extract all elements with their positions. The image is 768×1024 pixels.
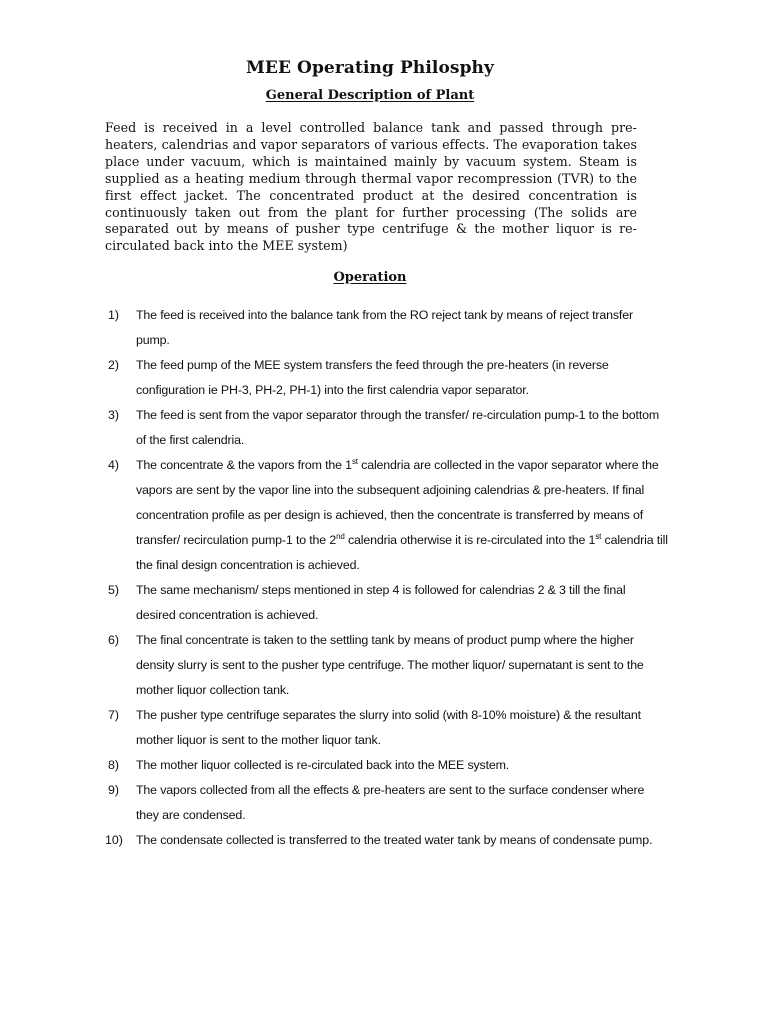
operation-steps-list xyxy=(105,303,668,853)
step-text: The same mechanism/ steps mentioned in step 4 is followed for calendrias 2 & 3 till the final desired concentration is achieved. xyxy=(136,583,626,622)
document-subtitle: General Description of Plant xyxy=(265,88,475,103)
ordinal-superscript: st xyxy=(351,456,358,466)
step-text-part: The concentrate & the vapors from the 1 xyxy=(136,458,352,472)
ordinal-superscript: st xyxy=(595,531,602,541)
list-item xyxy=(108,303,668,353)
list-item xyxy=(108,778,668,828)
step-number: 5) xyxy=(108,583,120,597)
list-item xyxy=(108,353,668,403)
step-text: The feed is received into the balance tank from the RO reject tank by means of reject transfer pump. xyxy=(136,308,633,347)
step-number: 2) xyxy=(108,358,120,372)
step-number: 3) xyxy=(108,408,120,422)
list-item xyxy=(108,703,668,753)
step-text-part: calendria till the final design concentration is achieved. xyxy=(136,533,668,572)
list-item xyxy=(108,753,668,778)
step-number: 1) xyxy=(108,308,120,322)
step-text xyxy=(136,453,668,578)
step-number: 4) xyxy=(108,458,120,472)
list-item xyxy=(108,403,668,453)
list-item xyxy=(105,828,668,853)
step-text: The feed is sent from the vapor separator through the transfer/ re-circulation pump-1 to the bottom of the first calendria. xyxy=(136,408,660,447)
step-text: The condensate collected is transferred to the treated water tank by means of condensate pump. xyxy=(136,833,653,847)
step-number: 8) xyxy=(108,758,120,772)
step-number: 6) xyxy=(108,633,120,647)
step-text: The vapors collected from all the effects & pre-heaters are sent to the surface condenser where they are condensed. xyxy=(136,783,645,822)
step-text-part: calendria are collected in the vapor separator where the vapors are sent by the vapor line into the subsequent adjoining calendrias & pre-heaters. If final concentration profile as per design is achieved, then the concentrate is transferred by means of transfer/ recirculation pump-1 to the 2 xyxy=(136,458,659,547)
step-text-part: calendria otherwise it is re-circulated into the 1 xyxy=(344,533,596,547)
list-item xyxy=(108,628,668,703)
section-heading-operation: Operation xyxy=(333,270,407,285)
document-title: MEE Operating Philosphy xyxy=(245,58,494,78)
ordinal-superscript: nd xyxy=(336,531,345,541)
intro-paragraph: Feed is received in a level controlled balance tank and passed through pre-heaters, calendrias and vapor separators of various effects. The evaporation takes place under vacuum, which is maintained mainly by vacuum system. Steam is supplied as a heating medium through thermal vapor recompression (TVR) to the first effect jacket. The concentrated product at the desired concentration is continuously taken out from the plant for further processing (The solids are separated out by means of pusher type centrifuge & the mother liquor is re-circulated back into the MEE system) xyxy=(105,120,637,254)
step-text: The pusher type centrifuge separates the slurry into solid (with 8-10% moisture) & the resultant mother liquor is sent to the mother liquor tank. xyxy=(136,708,641,747)
step-number: 9) xyxy=(108,783,120,797)
step-number: 7) xyxy=(108,708,120,722)
list-item xyxy=(108,578,668,628)
step-number: 10) xyxy=(105,833,123,847)
list-item xyxy=(108,453,668,578)
step-text: The feed pump of the MEE system transfers the feed through the pre-heaters (in reverse configuration ie PH-3, PH-2, PH-1) into the first calendria vapor separator. xyxy=(136,358,609,397)
step-text: The final concentrate is taken to the settling tank by means of product pump where the higher density slurry is sent to the pusher type centrifuge. The mother liquor/ supernatant is sent to the mother liquor collection tank. xyxy=(136,633,644,697)
step-text: The mother liquor collected is re-circulated back into the MEE system. xyxy=(136,758,510,772)
